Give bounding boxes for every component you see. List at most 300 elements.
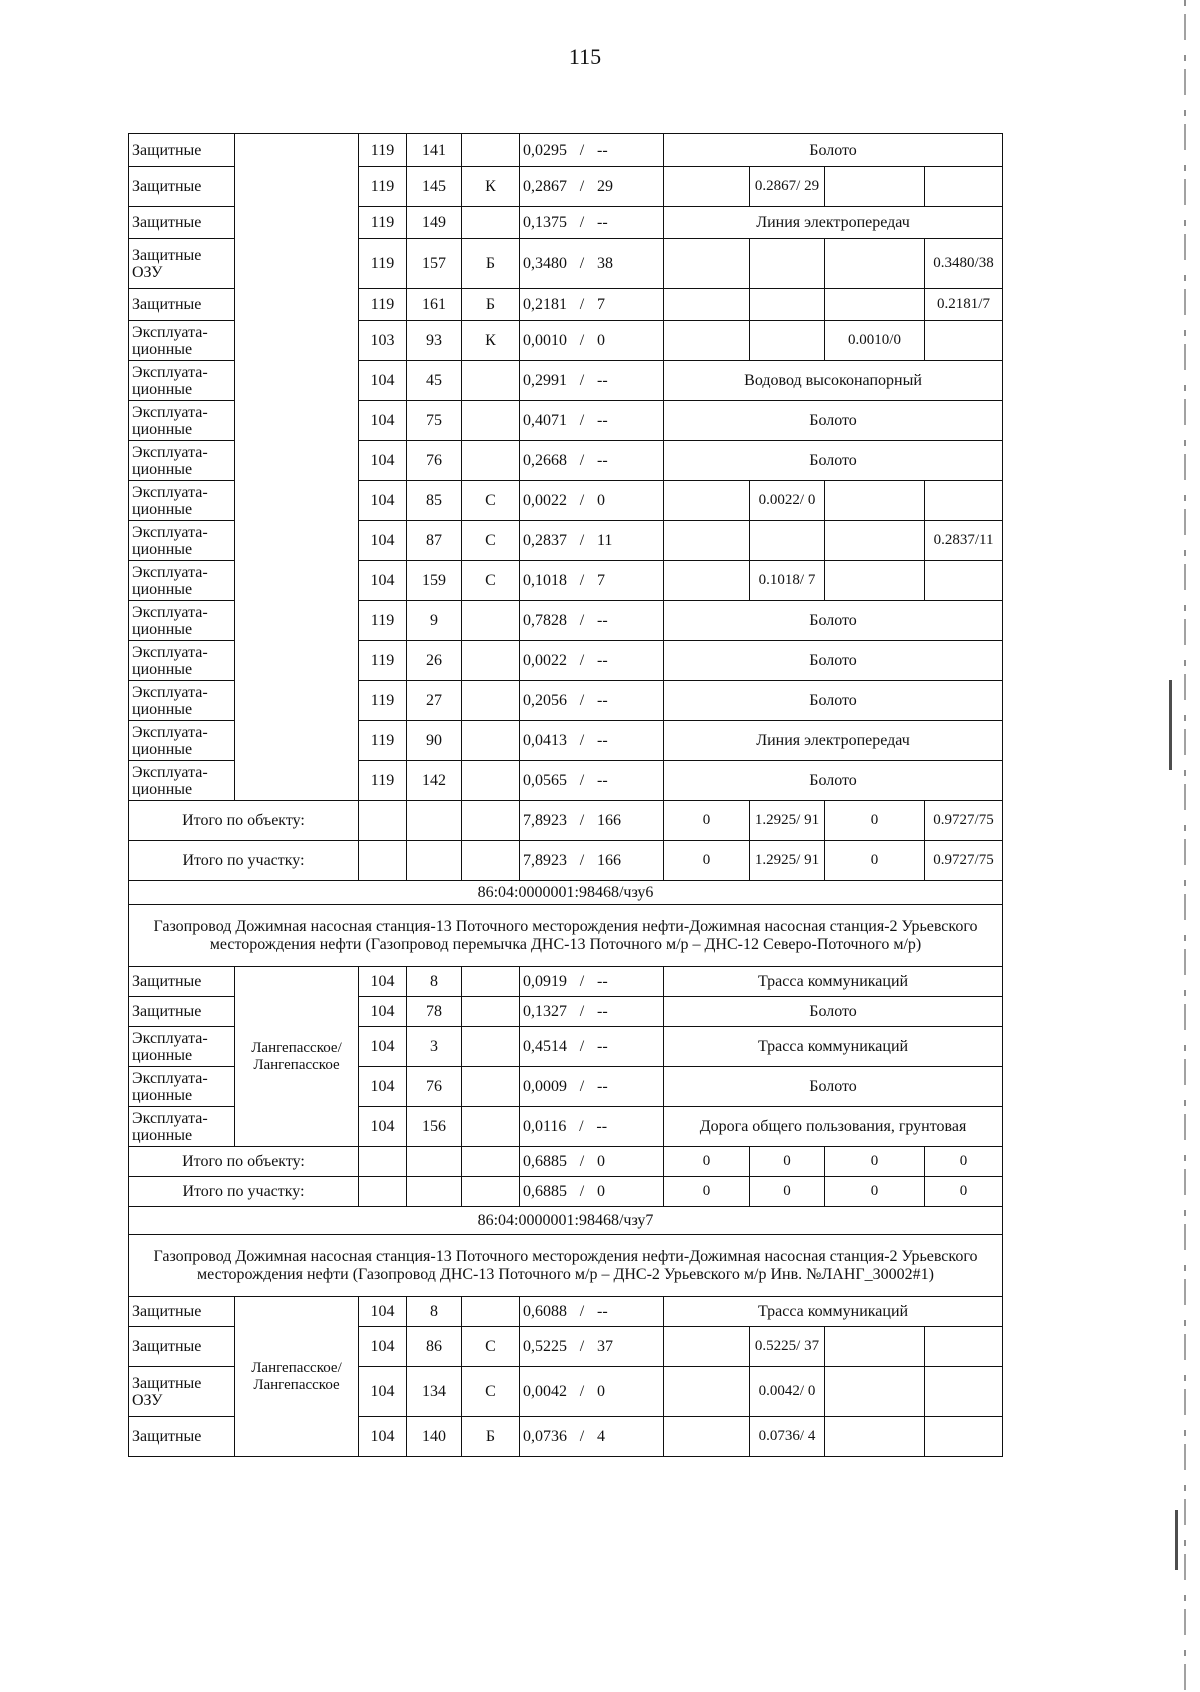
- scan-edge-mark: [1169, 680, 1172, 770]
- total-row: [129, 1147, 1003, 1177]
- table-row: [129, 134, 1003, 167]
- land-description-cell: Болото: [664, 641, 1003, 681]
- area-value: 0,3480: [523, 255, 567, 272]
- bonitet-value: 0: [597, 1383, 605, 1400]
- area-separator: /: [579, 652, 585, 669]
- plot-number-cell: 142: [407, 761, 462, 801]
- land-area-cell: [664, 521, 750, 561]
- area-cell: [520, 1177, 664, 1207]
- land-area-cell: [664, 167, 750, 207]
- block-number-cell: 104: [359, 1327, 407, 1367]
- area-cell: [520, 289, 664, 321]
- forest-type-cell: Защитные: [129, 167, 235, 207]
- area-separator: /: [579, 572, 585, 589]
- area-separator: /: [579, 1038, 585, 1055]
- empty-cell: [407, 1177, 462, 1207]
- category-cell: С: [462, 521, 520, 561]
- area-separator: /: [579, 1428, 585, 1445]
- land-description-cell: Болото: [664, 681, 1003, 721]
- total-value-cell: 0: [825, 1177, 925, 1207]
- plot-number-cell: 157: [407, 239, 462, 289]
- land-description-cell: Трасса коммуникаций: [664, 967, 1003, 997]
- forest-type-cell: Защитные: [129, 289, 235, 321]
- forest-type-cell: Защитные: [129, 1417, 235, 1457]
- land-area-cell: [664, 561, 750, 601]
- plot-number-cell: 75: [407, 401, 462, 441]
- plot-number-cell: 78: [407, 997, 462, 1027]
- area-separator: /: [579, 452, 585, 469]
- area-separator: /: [579, 1183, 585, 1200]
- category-cell: К: [462, 321, 520, 361]
- empty-cell: [462, 1177, 520, 1207]
- area-cell: [520, 1027, 664, 1067]
- area-cell: [520, 1327, 664, 1367]
- forest-plot-table: [128, 133, 1003, 1457]
- land-area-cell: [825, 167, 925, 207]
- block-number-cell: 104: [359, 997, 407, 1027]
- area-value: 0,0919: [523, 973, 567, 990]
- area-cell: [520, 321, 664, 361]
- land-area-cell: 0.2837/11: [925, 521, 1003, 561]
- table-row: [129, 1297, 1003, 1327]
- block-number-cell: 104: [359, 1067, 407, 1107]
- area-cell: [520, 441, 664, 481]
- plot-number-cell: 85: [407, 481, 462, 521]
- bonitet-value: 7: [597, 572, 605, 589]
- area-cell: [520, 1107, 664, 1147]
- plot-number-cell: 90: [407, 721, 462, 761]
- area-value: 0,0116: [523, 1118, 567, 1135]
- land-area-cell: [825, 289, 925, 321]
- land-area-cell: [750, 321, 825, 361]
- land-description-cell: Болото: [664, 1067, 1003, 1107]
- bonitet-value: 0: [597, 1183, 605, 1200]
- plot-number-cell: 140: [407, 1417, 462, 1457]
- area-separator: /: [579, 1118, 584, 1135]
- bonitet-value: --: [597, 1078, 608, 1095]
- area-separator: /: [579, 178, 585, 195]
- area-value: 0,2056: [523, 692, 567, 709]
- area-separator: /: [579, 973, 585, 990]
- land-area-cell: [925, 1367, 1003, 1417]
- block-number-cell: 103: [359, 321, 407, 361]
- area-cell: [520, 561, 664, 601]
- category-cell: [462, 361, 520, 401]
- forest-type-cell: Защитные: [129, 207, 235, 239]
- plot-number-cell: 8: [407, 1297, 462, 1327]
- block-number-cell: 119: [359, 641, 407, 681]
- forest-type-cell: Эксплуата- ционные: [129, 361, 235, 401]
- bonitet-value: --: [597, 973, 608, 990]
- empty-cell: [462, 841, 520, 881]
- empty-cell: [359, 841, 407, 881]
- land-description-cell: Болото: [664, 134, 1003, 167]
- area-value: 0,0022: [523, 492, 567, 509]
- total-label: Итого по участку:: [129, 841, 359, 881]
- area-value: 0,0565: [523, 772, 567, 789]
- block-number-cell: 104: [359, 1297, 407, 1327]
- plot-number-cell: 149: [407, 207, 462, 239]
- bonitet-value: 4: [597, 1428, 605, 1445]
- area-separator: /: [579, 412, 585, 429]
- bonitet-value: 166: [597, 812, 621, 829]
- category-cell: Б: [462, 1417, 520, 1457]
- land-description-cell: Линия электропередач: [664, 207, 1003, 239]
- section-header-row: [129, 905, 1003, 967]
- land-description-cell: Линия электропередач: [664, 721, 1003, 761]
- land-area-cell: [750, 289, 825, 321]
- land-area-cell: [825, 481, 925, 521]
- municipality-cell: Лангепасское/ Лангепасское: [235, 1297, 359, 1457]
- land-area-cell: [925, 1417, 1003, 1457]
- forest-type-cell: Эксплуата- ционные: [129, 641, 235, 681]
- category-cell: [462, 1297, 520, 1327]
- area-value: 0,4514: [523, 1038, 567, 1055]
- land-description-cell: Болото: [664, 401, 1003, 441]
- block-number-cell: 104: [359, 521, 407, 561]
- area-cell: [520, 601, 664, 641]
- forest-type-cell: Защитные: [129, 967, 235, 997]
- bonitet-value: --: [597, 1003, 608, 1020]
- block-number-cell: 119: [359, 207, 407, 239]
- land-area-cell: [664, 481, 750, 521]
- plot-number-cell: 26: [407, 641, 462, 681]
- area-value: 0,1018: [523, 572, 567, 589]
- total-label: Итого по объекту:: [129, 1147, 359, 1177]
- land-area-cell: [825, 1327, 925, 1367]
- land-area-cell: 0.0022/ 0: [750, 481, 825, 521]
- total-row: [129, 841, 1003, 881]
- area-cell: [520, 801, 664, 841]
- empty-cell: [359, 1147, 407, 1177]
- bonitet-value: 0: [597, 332, 605, 349]
- area-cell: [520, 239, 664, 289]
- block-number-cell: 119: [359, 167, 407, 207]
- object-description: Газопровод Дожимная насосная станция-13 Поточного месторождения нефти-Дожимная насосная станция-2 Урьевского месторождения нефти (Газопровод перемычка ДНС-13 Поточного м/р – ДНС-12 Северо-Поточного м/р): [129, 905, 1003, 967]
- area-value: 0,0736: [523, 1428, 567, 1445]
- bonitet-value: 0: [597, 1153, 605, 1170]
- bonitet-value: --: [597, 1303, 608, 1320]
- forest-type-cell: Защитные: [129, 997, 235, 1027]
- forest-type-cell: Защитные: [129, 1297, 235, 1327]
- forest-type-cell: Эксплуата- ционные: [129, 1027, 235, 1067]
- area-separator: /: [579, 141, 585, 159]
- bonitet-value: --: [597, 141, 608, 159]
- block-number-cell: 104: [359, 1367, 407, 1417]
- bonitet-value: --: [597, 214, 608, 231]
- area-separator: /: [579, 1153, 585, 1170]
- land-area-cell: [925, 167, 1003, 207]
- land-area-cell: [664, 289, 750, 321]
- area-cell: [520, 361, 664, 401]
- category-cell: Б: [462, 239, 520, 289]
- page-number: 115: [568, 44, 602, 69]
- forest-type-cell: Эксплуата- ционные: [129, 481, 235, 521]
- category-cell: [462, 1107, 520, 1147]
- area-value: 7,8923: [523, 852, 567, 869]
- land-area-cell: [825, 239, 925, 289]
- area-separator: /: [579, 1303, 585, 1320]
- category-cell: С: [462, 481, 520, 521]
- area-separator: /: [579, 852, 585, 869]
- block-number-cell: 119: [359, 289, 407, 321]
- category-cell: С: [462, 1367, 520, 1417]
- land-area-cell: [825, 561, 925, 601]
- plot-number-cell: 76: [407, 1067, 462, 1107]
- area-cell: [520, 997, 664, 1027]
- area-value: 0,0042: [523, 1383, 567, 1400]
- area-separator: /: [579, 372, 585, 389]
- forest-type-cell: Эксплуата- ционные: [129, 401, 235, 441]
- area-separator: /: [579, 296, 585, 313]
- land-area-cell: [825, 521, 925, 561]
- plot-number-cell: 159: [407, 561, 462, 601]
- category-cell: [462, 721, 520, 761]
- plot-number-cell: 86: [407, 1327, 462, 1367]
- category-cell: [462, 1027, 520, 1067]
- municipality-cell: [235, 134, 359, 801]
- land-area-cell: 0.5225/ 37: [750, 1327, 825, 1367]
- plot-number-cell: 93: [407, 321, 462, 361]
- area-value: 0,6088: [523, 1303, 567, 1320]
- bonitet-value: --: [597, 772, 608, 789]
- area-cell: [520, 1067, 664, 1107]
- land-description-cell: Болото: [664, 761, 1003, 801]
- land-area-cell: 0.2867/ 29: [750, 167, 825, 207]
- total-value-cell: 0: [664, 801, 750, 841]
- category-cell: С: [462, 561, 520, 601]
- area-cell: [520, 1297, 664, 1327]
- forest-type-cell: Защитные ОЗУ: [129, 239, 235, 289]
- category-cell: [462, 761, 520, 801]
- bonitet-value: --: [597, 732, 608, 749]
- land-description-cell: Болото: [664, 441, 1003, 481]
- empty-cell: [359, 1177, 407, 1207]
- category-cell: [462, 601, 520, 641]
- total-value-cell: 1.2925/ 91: [750, 801, 825, 841]
- section-header-row: [129, 1235, 1003, 1297]
- land-area-cell: [925, 481, 1003, 521]
- block-number-cell: 104: [359, 1027, 407, 1067]
- area-cell: [520, 481, 664, 521]
- bonitet-value: --: [597, 652, 608, 669]
- area-value: 0,1327: [523, 1003, 567, 1020]
- land-area-cell: [750, 239, 825, 289]
- total-value-cell: 0: [825, 841, 925, 881]
- block-number-cell: 104: [359, 561, 407, 601]
- block-number-cell: 119: [359, 681, 407, 721]
- land-area-cell: [750, 521, 825, 561]
- total-value-cell: 0.9727/75: [925, 841, 1003, 881]
- category-cell: [462, 967, 520, 997]
- land-area-cell: [925, 1327, 1003, 1367]
- forest-type-cell: Защитные: [129, 134, 235, 167]
- plot-number-cell: 9: [407, 601, 462, 641]
- plot-number-cell: 76: [407, 441, 462, 481]
- municipality-cell: Лангепасское/ Лангепасское: [235, 967, 359, 1147]
- block-number-cell: 104: [359, 1107, 407, 1147]
- land-description-cell: Водовод высоконапорный: [664, 361, 1003, 401]
- land-area-cell: [825, 1417, 925, 1457]
- bonitet-value: 7: [597, 296, 605, 313]
- area-value: 0,6885: [523, 1183, 567, 1200]
- bonitet-value: 29: [597, 178, 613, 195]
- area-value: 0,0295: [523, 141, 567, 159]
- category-cell: [462, 1067, 520, 1107]
- category-cell: С: [462, 1327, 520, 1367]
- land-area-cell: 0.0736/ 4: [750, 1417, 825, 1457]
- total-value-cell: 0: [825, 1147, 925, 1177]
- block-number-cell: 104: [359, 481, 407, 521]
- bonitet-value: 0: [597, 492, 605, 509]
- plot-number-cell: 8: [407, 967, 462, 997]
- land-area-cell: [664, 321, 750, 361]
- bonitet-value: --: [596, 1118, 608, 1135]
- area-cell: [520, 1367, 664, 1417]
- plot-number-cell: 87: [407, 521, 462, 561]
- area-cell: [520, 401, 664, 441]
- plot-number-cell: 45: [407, 361, 462, 401]
- area-cell: [520, 841, 664, 881]
- scan-edge-line: [1184, 0, 1186, 1692]
- land-description-cell: Болото: [664, 601, 1003, 641]
- area-cell: [520, 721, 664, 761]
- land-area-cell: 0.0042/ 0: [750, 1367, 825, 1417]
- total-row: [129, 801, 1003, 841]
- category-cell: [462, 207, 520, 239]
- area-value: 0,4071: [523, 412, 567, 429]
- area-value: 0,2991: [523, 372, 567, 389]
- empty-cell: [359, 801, 407, 841]
- land-description-cell: Трасса коммуникаций: [664, 1027, 1003, 1067]
- total-row: [129, 1177, 1003, 1207]
- forest-type-cell: Эксплуата- ционные: [129, 601, 235, 641]
- land-area-cell: [664, 1367, 750, 1417]
- area-cell: [520, 167, 664, 207]
- area-value: 0,2837: [523, 532, 567, 549]
- area-value: 0,2867: [523, 178, 567, 195]
- land-description-cell: Дорога общего пользования, грунтовая: [664, 1107, 1003, 1147]
- object-description: Газопровод Дожимная насосная станция-13 Поточного месторождения нефти-Дожимная насосная станция-2 Урьевского месторождения нефти (Газопровод ДНС-13 Поточного м/р – ДНС-2 Урьевского м/р Инв. №ЛАНГ_30002#1): [129, 1235, 1003, 1297]
- area-cell: [520, 1417, 664, 1457]
- area-value: 0,5225: [523, 1338, 567, 1355]
- forest-type-cell: Эксплуата- ционные: [129, 1067, 235, 1107]
- category-cell: Б: [462, 289, 520, 321]
- area-value: 0,0022: [523, 652, 567, 669]
- bonitet-value: --: [597, 1038, 608, 1055]
- area-cell: [520, 521, 664, 561]
- area-value: 0,1375: [523, 214, 567, 231]
- total-value-cell: 0: [925, 1147, 1003, 1177]
- total-value-cell: 0: [664, 1147, 750, 1177]
- area-cell: [520, 641, 664, 681]
- forest-type-cell: Эксплуата- ционные: [129, 721, 235, 761]
- area-value: 0,6885: [523, 1153, 567, 1170]
- block-number-cell: 119: [359, 721, 407, 761]
- cadastral-number: 86:04:0000001:98468/чзу7: [129, 1207, 1003, 1235]
- land-area-cell: [825, 1367, 925, 1417]
- category-cell: [462, 401, 520, 441]
- plot-number-cell: 161: [407, 289, 462, 321]
- total-value-cell: 0.9727/75: [925, 801, 1003, 841]
- block-number-cell: 104: [359, 401, 407, 441]
- section-header-row: [129, 1207, 1003, 1235]
- total-label: Итого по объекту:: [129, 801, 359, 841]
- total-value-cell: 1.2925/ 91: [750, 841, 825, 881]
- empty-cell: [462, 1147, 520, 1177]
- table-row: [129, 967, 1003, 997]
- bonitet-value: 37: [597, 1338, 613, 1355]
- total-value-cell: 0: [750, 1177, 825, 1207]
- empty-cell: [407, 801, 462, 841]
- area-separator: /: [579, 1338, 585, 1355]
- block-number-cell: 119: [359, 761, 407, 801]
- area-cell: [520, 207, 664, 239]
- total-value-cell: 0: [825, 801, 925, 841]
- category-cell: К: [462, 167, 520, 207]
- cadastral-number: 86:04:0000001:98468/чзу6: [129, 881, 1003, 905]
- forest-type-cell: Эксплуата- ционные: [129, 761, 235, 801]
- area-cell: [520, 1147, 664, 1177]
- forest-type-cell: Эксплуата- ционные: [129, 681, 235, 721]
- bonitet-value: 166: [597, 852, 621, 869]
- area-separator: /: [579, 532, 585, 549]
- land-area-cell: 0.3480/38: [925, 239, 1003, 289]
- forest-type-cell: Защитные: [129, 1327, 235, 1367]
- bonitet-value: --: [597, 612, 608, 629]
- scan-edge-mark: [1175, 1510, 1178, 1570]
- block-number-cell: 104: [359, 441, 407, 481]
- bonitet-value: 38: [597, 255, 613, 272]
- land-area-cell: [925, 321, 1003, 361]
- area-value: 0,0010: [523, 332, 567, 349]
- area-separator: /: [579, 332, 585, 349]
- forest-type-cell: Эксплуата- ционные: [129, 561, 235, 601]
- land-description-cell: Болото: [664, 997, 1003, 1027]
- area-value: 7,8923: [523, 812, 567, 829]
- plot-number-cell: 156: [407, 1107, 462, 1147]
- bonitet-value: --: [597, 372, 608, 389]
- forest-type-cell: Защитные ОЗУ: [129, 1367, 235, 1417]
- land-area-cell: 0.2181/7: [925, 289, 1003, 321]
- area-separator: /: [579, 1383, 585, 1400]
- category-cell: [462, 134, 520, 167]
- land-area-cell: [925, 561, 1003, 601]
- forest-type-cell: Эксплуата- ционные: [129, 1107, 235, 1147]
- land-area-cell: 0.0010/0: [825, 321, 925, 361]
- category-cell: [462, 681, 520, 721]
- area-value: 0,2181: [523, 296, 567, 313]
- empty-cell: [407, 841, 462, 881]
- area-separator: /: [579, 612, 585, 629]
- plot-number-cell: 27: [407, 681, 462, 721]
- area-cell: [520, 134, 664, 167]
- block-number-cell: 119: [359, 239, 407, 289]
- area-separator: /: [579, 812, 585, 829]
- total-value-cell: 0: [664, 841, 750, 881]
- block-number-cell: 119: [359, 601, 407, 641]
- area-cell: [520, 761, 664, 801]
- total-label: Итого по участку:: [129, 1177, 359, 1207]
- total-value-cell: 0: [664, 1177, 750, 1207]
- bonitet-value: --: [597, 452, 608, 469]
- area-separator: /: [579, 732, 585, 749]
- land-area-cell: [664, 239, 750, 289]
- area-separator: /: [579, 1003, 585, 1020]
- area-separator: /: [579, 255, 585, 272]
- category-cell: [462, 641, 520, 681]
- land-area-cell: [664, 1417, 750, 1457]
